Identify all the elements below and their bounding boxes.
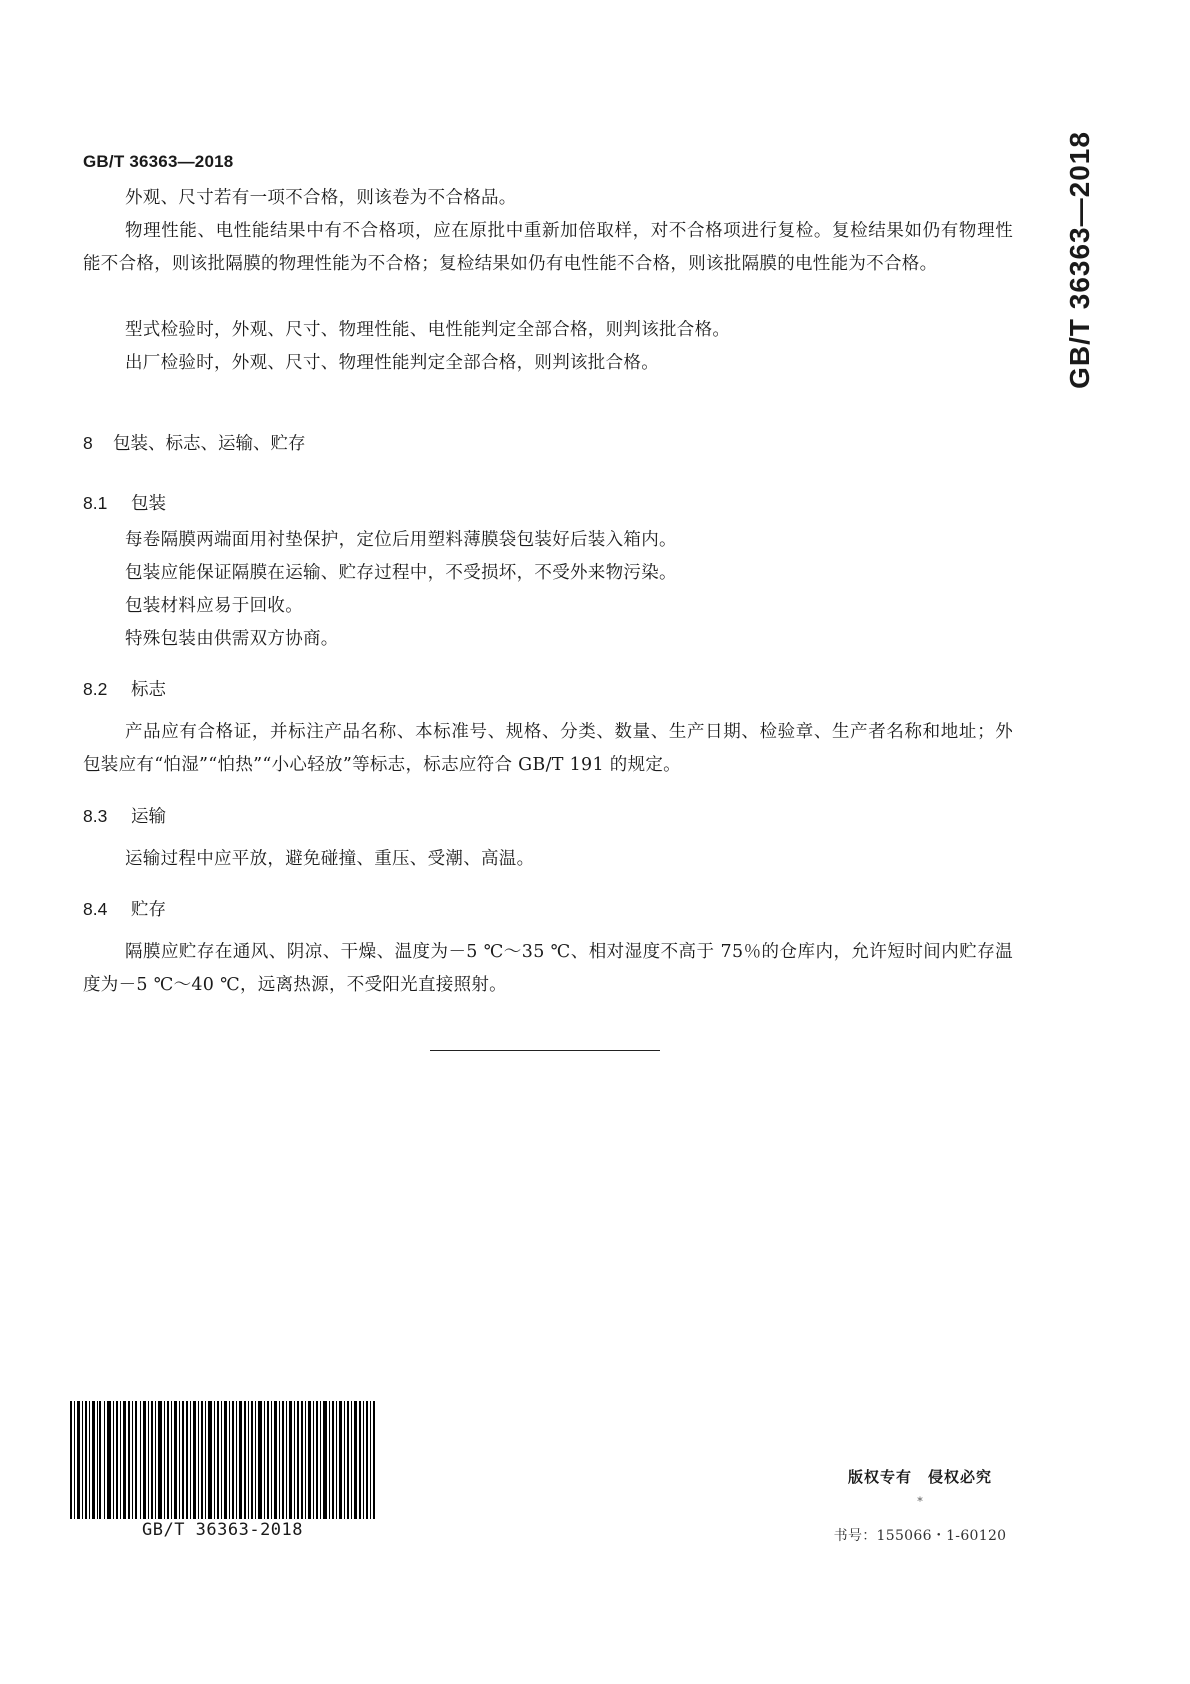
paragraph: 运输过程中应平放，避免碰撞、重压、受潮、高温。 (125, 849, 535, 869)
section-title: 运输 (131, 806, 166, 826)
section-heading-8-4 (83, 896, 166, 921)
paragraph: 特殊包装由供需双方协商。 (125, 629, 339, 649)
section-number: 8.1 (83, 493, 108, 513)
section-title: 标志 (131, 679, 166, 699)
section-number: 8 (83, 433, 93, 453)
section-heading-8-2 (83, 676, 166, 701)
paragraph: 出厂检验时，外观、尺寸、物理性能判定全部合格，则判该批合格。 (125, 353, 659, 373)
paragraph: 包装材料应易于回收。 (125, 596, 303, 616)
section-heading-8-3 (83, 803, 166, 828)
copyright-notice: 版权专有 侵权必究 (847, 1469, 992, 1486)
paragraph: 隔膜应贮存在通风、阴凉、干燥、温度为－5 ℃～35 ℃、相对湿度不高于 75％的仓库内，允许短时间内贮存温度为－5 ℃～40 ℃，远离热源，不受阳光直接照射。 (83, 942, 1013, 995)
star-mark: * (917, 1495, 923, 1508)
end-rule (430, 1050, 660, 1051)
barcode-caption: GB/T 36363-2018 (141, 1520, 304, 1540)
book-number: 书号：155066・1-60120 (833, 1528, 1007, 1544)
section-heading-8-1 (83, 490, 166, 515)
paragraph: 型式检验时，外观、尺寸、物理性能、电性能判定全部合格，则判该批合格。 (125, 320, 731, 340)
header-standard-code: GB/T 36363—2018 (83, 152, 234, 171)
section-heading-8 (83, 430, 306, 455)
barcode-image (70, 1401, 375, 1519)
side-standard-code: GB/T 36363—2018 (1064, 131, 1095, 389)
section-title: 包装、标志、运输、贮存 (113, 433, 306, 453)
paragraph: 物理性能、电性能结果中有不合格项，应在原批中重新加倍取样，对不合格项进行复检。复检结果如仍有物理性能不合格，则该批隔膜的物理性能为不合格；复检结果如仍有电性能不合格，则该批隔膜的电性能为不合格。 (83, 221, 1013, 274)
paragraph: 产品应有合格证，并标注产品名称、本标准号、规格、分类、数量、生产日期、检验章、生产者名称和地址；外包装应有“怕湿”“怕热”“小心轻放”等标志，标志应符合 GB/T 191 的规定。 (83, 722, 1013, 775)
paragraph: 每卷隔膜两端面用衬垫保护，定位后用塑料薄膜袋包装好后装入箱内。 (125, 530, 677, 550)
section-title: 贮存 (131, 899, 166, 919)
section-number: 8.3 (83, 806, 108, 826)
section-number: 8.2 (83, 679, 108, 699)
section-number: 8.4 (83, 899, 108, 919)
section-title: 包装 (131, 493, 166, 513)
paragraph: 包装应能保证隔膜在运输、贮存过程中，不受损坏，不受外来物污染。 (125, 563, 677, 583)
paragraph: 外观、尺寸若有一项不合格，则该卷为不合格品。 (125, 188, 517, 208)
